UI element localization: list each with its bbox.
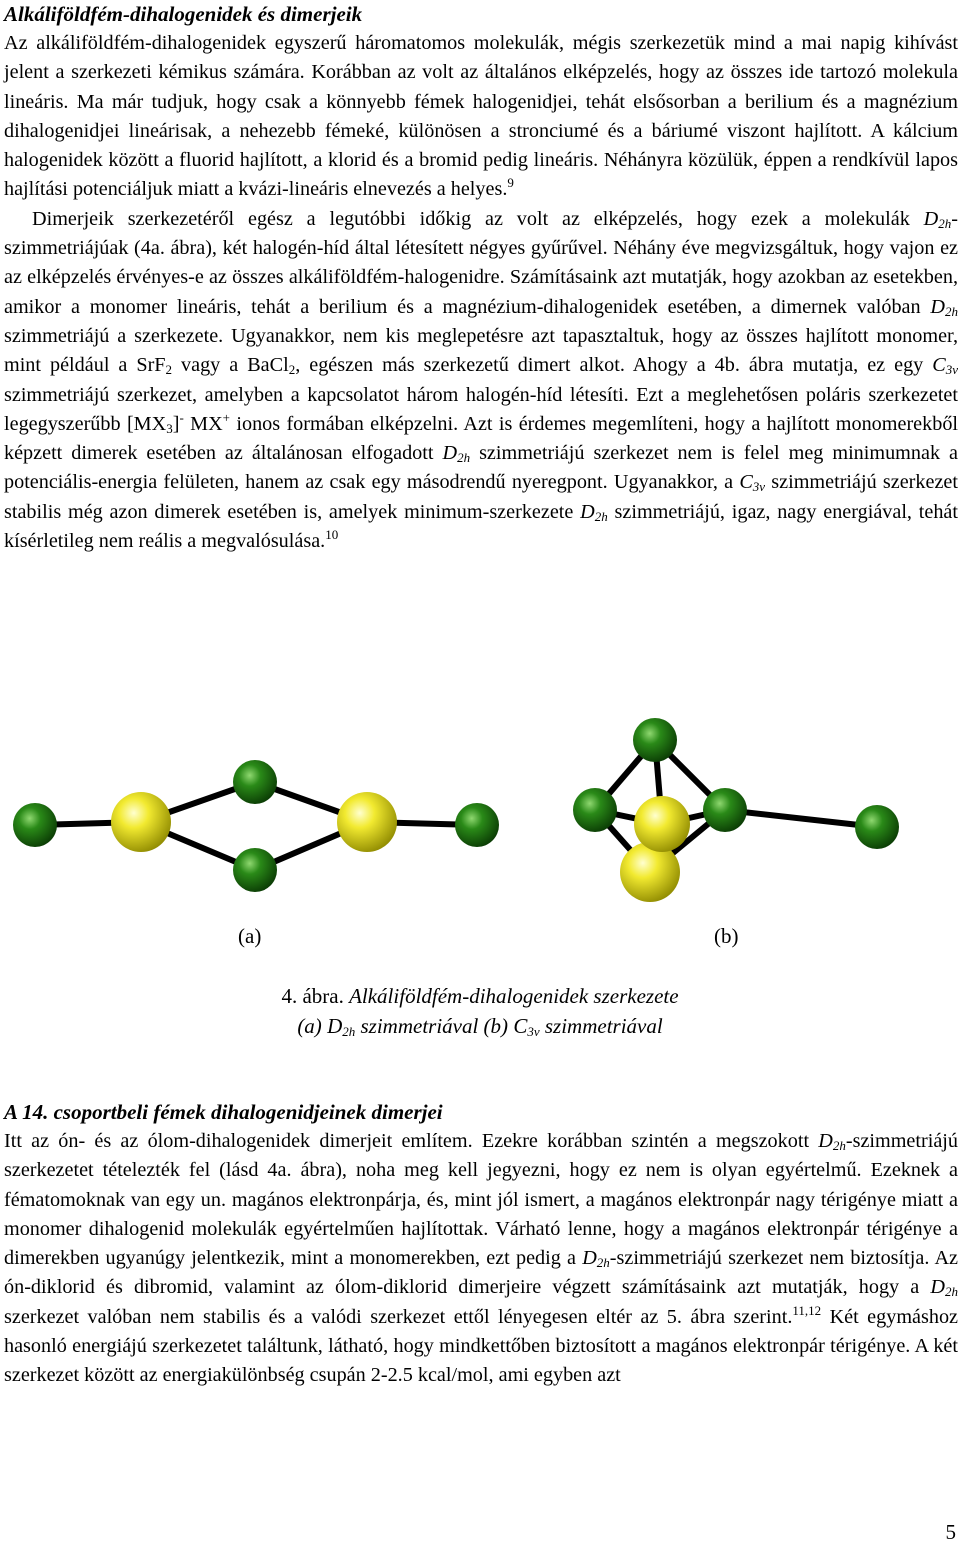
- symmetry-d2h: $D_{2h}$: [818, 1130, 846, 1153]
- paragraph-1: [4, 29, 958, 205]
- figure-label-b: (b): [714, 924, 739, 948]
- reference-10: 10: [325, 527, 339, 543]
- caption-line-1: 4. ábra. Alkáliföldfém-dihalogenidek szerkezete: [281, 984, 679, 1008]
- reference-9: 9: [507, 175, 514, 191]
- reference-11-12: 11,12: [792, 1302, 822, 1318]
- paragraph-1-text: Az alkáliföldfém-dihalogenidek egyszerű háromatomos molekulák, mégis szerkezetük mind a mai napig kihívást jelent a szerkezeti kémikus számára. Korábban az volt az általános elképzelés, hogy az összes ide tartozó molekula lineáris. Ma már tudjuk, hogy csak a könnyebb fémek halogenidjei, tehát elsősorban a berilium és a magnézium dihalogenidjei lineárisak, a nehezebb fémeké, különösen a stronciumé és a báriumé viszont hajlított. A kálcium halogenidek között a fluorid hajlított, a klorid és a bromid pedig lineáris. Néhányra közülük, éppen a rendkívül lapos hajlítási potenciáljuk miatt a kvázi-lineáris elnevezés a helyes.: [4, 32, 958, 201]
- section-title-alkaline-earth: Alkáliföldfém-dihalogenidek és dimerjeik: [4, 2, 363, 26]
- paragraph-2: Dimerjeik szerkezetéről egész a legutóbbi időkig az volt az elképzelés, hogy ezek a molekulák $D_{2h}$-szimmetriájúak (4a. ábra), két halogén-híd által létesített négyes gyűrűvel. Néhány éve megvizsgáltuk, hogy vajon ez az elképzelés érvényes-e az összes alkáliföldfém-halogenidre. Számításaink azt mutatják, hogy azokban az esetekben, amikor a monomer lineáris, tehát a berilium és a magnézium-dihalogenidek esetében, a dimernek valóban $D_{2h}$ szimmetriájú a szerkezete. Ugyanakkor, nem kis meglepetésre azt tapasztaltuk, hogy az összes hajlított monomer, mint például a SrF$_2$ vagy a BaCl$_2$, egészen más szerkezetű dimert alkot. Ahogy a 4b. ábra mutatja, ez egy $C_{3v}$ szimmetriájú szerkezet, amelyben a kapcsolatot három halogén-híd létesíti. Ezt a meglehetősen poláris szerkezetet legegyszerűbb $[MX_3]^-$ MX+ ionos formában elképzelni. Azt is érdemes megemlíteni, hogy a hajlított monomerekből képzett dimerek esetében az általánosan elfogadott $D_{2h}$ szimmetriájú szerkezet nem is felel meg minimumnak a potenciális-energia felületen, hanem az csak egy másodrendű nyeregpont. Ugyanakkor, a $C_{3v}$ szimmetriájú szerkezet stabilis még azon dimerek esetében is, amelyek minimum-szerkezete $D_{2h}$ szimmetriájú, igaz, nagy energiával, tehát kísérletileg nem reális a megvalósulása.$^{10}$: [4, 207, 959, 553]
- symmetry-d2h: $D_{2h}$: [442, 442, 471, 466]
- metal-atom: [620, 842, 680, 902]
- halogen-atom: [573, 788, 617, 832]
- metal-atom: [337, 792, 397, 852]
- halogen-atom: [13, 803, 57, 847]
- section-1: [4, 0, 958, 556]
- halogen-atom: [855, 805, 899, 849]
- metal-atom: [634, 796, 690, 852]
- figure-label-a: (a): [238, 924, 262, 948]
- symmetry-c3v: $C_{3v}$: [932, 354, 958, 378]
- section-2: [4, 1098, 958, 1391]
- paragraph-3: Itt az ón- és az ólom-dihalogenidek dimerjeit említem. Ezekre korábban szintén a megszokott $D_{2h}$-szimmetriájú szerkezetet tételezték fel (lásd 4a. ábra), noha meg kell jegyezni, hogy ez nem is olyan egyértelmű. Ezeknek a fématomoknak van egy un. magános elektronpárja, és, mint jól ismert, a magános elektronpár nagy térigénye miatt a monomer dihalogenid molekulák egyértelműen hajlítottak. Várható lenne, hogy a magános elektronpár térigénye a dimerekben ugyanúgy jelentkezik, mint a monomerekben, ezt pedig a $D_{2h}$-szimmetriájú szerkezet nem biztosítja. Az ón-diklorid és dibromid, valamint az ólom-diklorid dimerjeire végzett számításaink azt mutatják, hogy a $D_{2h}$ szerkezet valóban nem stabilis és a valódi szerkezet ettől lényegesen eltér az 5. ábra szerint.$^{11,12}$ Két egymáshoz hasonló energiájú szerkezetet találtunk, látható, hogy mindkettőben biztosított a magános elektronpár térigénye. A két szerkezet között az energiakülönbség csupán 2-2.5 kcal/mol, ami egyben azt: [4, 1130, 958, 1387]
- caption-line-2: (a) $D_{2h}$ szimmetriával (b) $C_{3v}$ szimmetriával: [297, 1014, 663, 1039]
- halogen-atom: [703, 788, 747, 832]
- halogen-atom: [455, 803, 499, 847]
- halogen-atom: [233, 848, 277, 892]
- symmetry-d2h: $D_{2h}$: [580, 500, 608, 524]
- halogen-atom: [633, 718, 677, 762]
- halogen-atom: [233, 760, 277, 804]
- symmetry-d2h: $D_{2h}$: [930, 1276, 958, 1300]
- figure-4-molecular-structures: [0, 712, 954, 922]
- page-number: 5: [945, 1520, 956, 1544]
- symmetry-d2h: $D_{2h}$: [582, 1247, 610, 1271]
- symmetry-d2h: $D_{2h}$: [923, 207, 952, 231]
- symmetry-c3v: $C_{3v}$: [739, 471, 766, 495]
- symmetry-d2h: $D_{2h}$: [930, 295, 958, 319]
- figure-caption: [0, 981, 960, 1041]
- section-title-group-14: A 14. csoportbeli fémek dihalogenidjeinek dimerjei: [4, 1100, 443, 1124]
- metal-atom: [111, 792, 171, 852]
